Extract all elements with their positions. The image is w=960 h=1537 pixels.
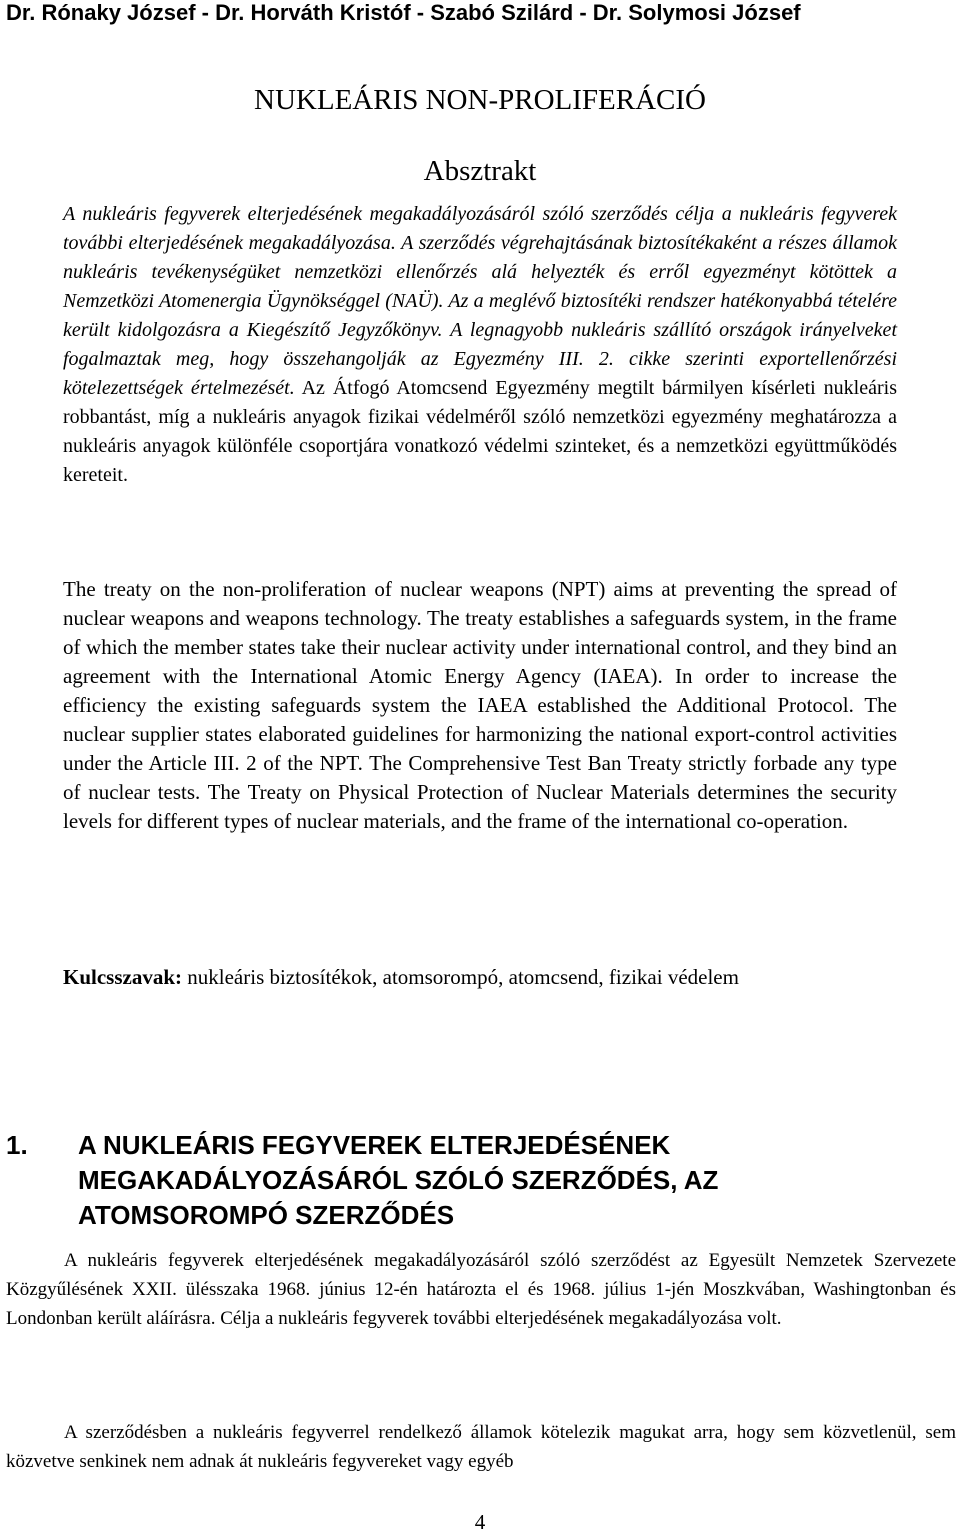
keywords-label: Kulcsszavak: bbox=[63, 965, 183, 989]
body-paragraph: A nukleáris fegyverek elterjedésének megakadályozásáról szóló szerződést az Egyesült Nemzetek Szervezete Közgyűlésének XXII. ülésszaka 1968. június 12-én határozta el és 1968. július 1-jén Moszkvában, Washingtonban és Londonban került aláírásra. Célja a nukleáris fegyverek további elterjedésének megakadályozása volt. bbox=[6, 1250, 956, 1329]
abstract-hungarian bbox=[63, 200, 897, 490]
page-number: 4 bbox=[474, 1510, 486, 1534]
keywords-text: nukleáris biztosítékok, atomsorompó, atomcsend, fizikai védelem bbox=[182, 965, 739, 989]
body-paragraph: A szerződésben a nukleáris fegyverrel rendelkező államok kötelezik magukat arra, hogy sem közvetlenül, sem közvetve senkinek nem adnak át nukleáris fegyvereket vagy egyéb bbox=[6, 1422, 956, 1472]
abstract-heading: Absztrakt bbox=[423, 155, 537, 187]
section-title: A NUKLEÁRIS FEGYVEREK ELTERJEDÉSÉNEK MEGAKADÁLYOZÁSÁRÓL SZÓLÓ SZERZŐDÉS, AZ ATOMSOROMPÓ SZERZŐDÉS bbox=[78, 1130, 719, 1230]
abstract-hungarian-italic: A nukleáris fegyverek elterjedésének megakadályozásáról szóló szerződés célja a nukleáris fegyverek további elterjedésének megakadályozása. A szerződés végrehajtásának biztosítékaként a részes államok nukleáris tevékenységüket nemzetközi ellenőrzés alá helyezték és erről egyezményt kötöttek a Nemzetközi Atomenergia Ügynökséggel (NAÜ). Az a meglévő biztosítéki rendszer hatékonyabbá tételére került kidolgozásra a Kiegészítő Jegyzőkönyv. A legnagyobb nukleáris szállító országok irányelveket fogalmaztak meg, hogy összehangolják az Egyezmény III. 2. cikke szerinti exportellenőrzési kötelezettségek értelmezését. bbox=[63, 203, 897, 399]
abstract-hungarian-roman: Az Átfogó Atomcsend Egyezmény megtilt bármilyen kísérleti nukleáris robbantást, míg a nukleáris anyagok fizikai védelméről szóló nemzetközi egyezmény meghatározza a nukleáris anyagok különféle csoportjára vonatkozó védelmi szinteket, és a nemzetközi együttműködés kereteit. bbox=[63, 377, 897, 486]
article-title: NUKLEÁRIS NON-PROLIFERÁCIÓ bbox=[254, 84, 706, 116]
section-number: 1. bbox=[6, 1130, 28, 1160]
keywords bbox=[63, 963, 923, 992]
authors-line: Dr. Rónaky József - Dr. Horváth Kristóf - Szabó Szilárd - Dr. Solymosi József bbox=[6, 0, 801, 25]
abstract-english: The treaty on the non-proliferation of nuclear weapons (NPT) aims at preventing the spread of nuclear weapons and weapons technology. The treaty establishes a safeguards system, in the frame of which the member states take their nuclear activity under international control, and they bind an agreement with the International Atomic Energy Agency (IAEA). In order to increase the efficiency the existing safeguards system the IAEA established the Additional Protocol. The nuclear supplier states elaborated guidelines for harmonizing the national export-control activities under the Article III. 2 of the NPT. The Comprehensive Test Ban Treaty strictly forbade any type of nuclear tests. The Treaty on Physical Protection of Nuclear Materials determines the security levels for different types of nuclear materials, and the frame of the international co-operation. bbox=[63, 577, 897, 833]
section-heading bbox=[6, 1128, 946, 1233]
